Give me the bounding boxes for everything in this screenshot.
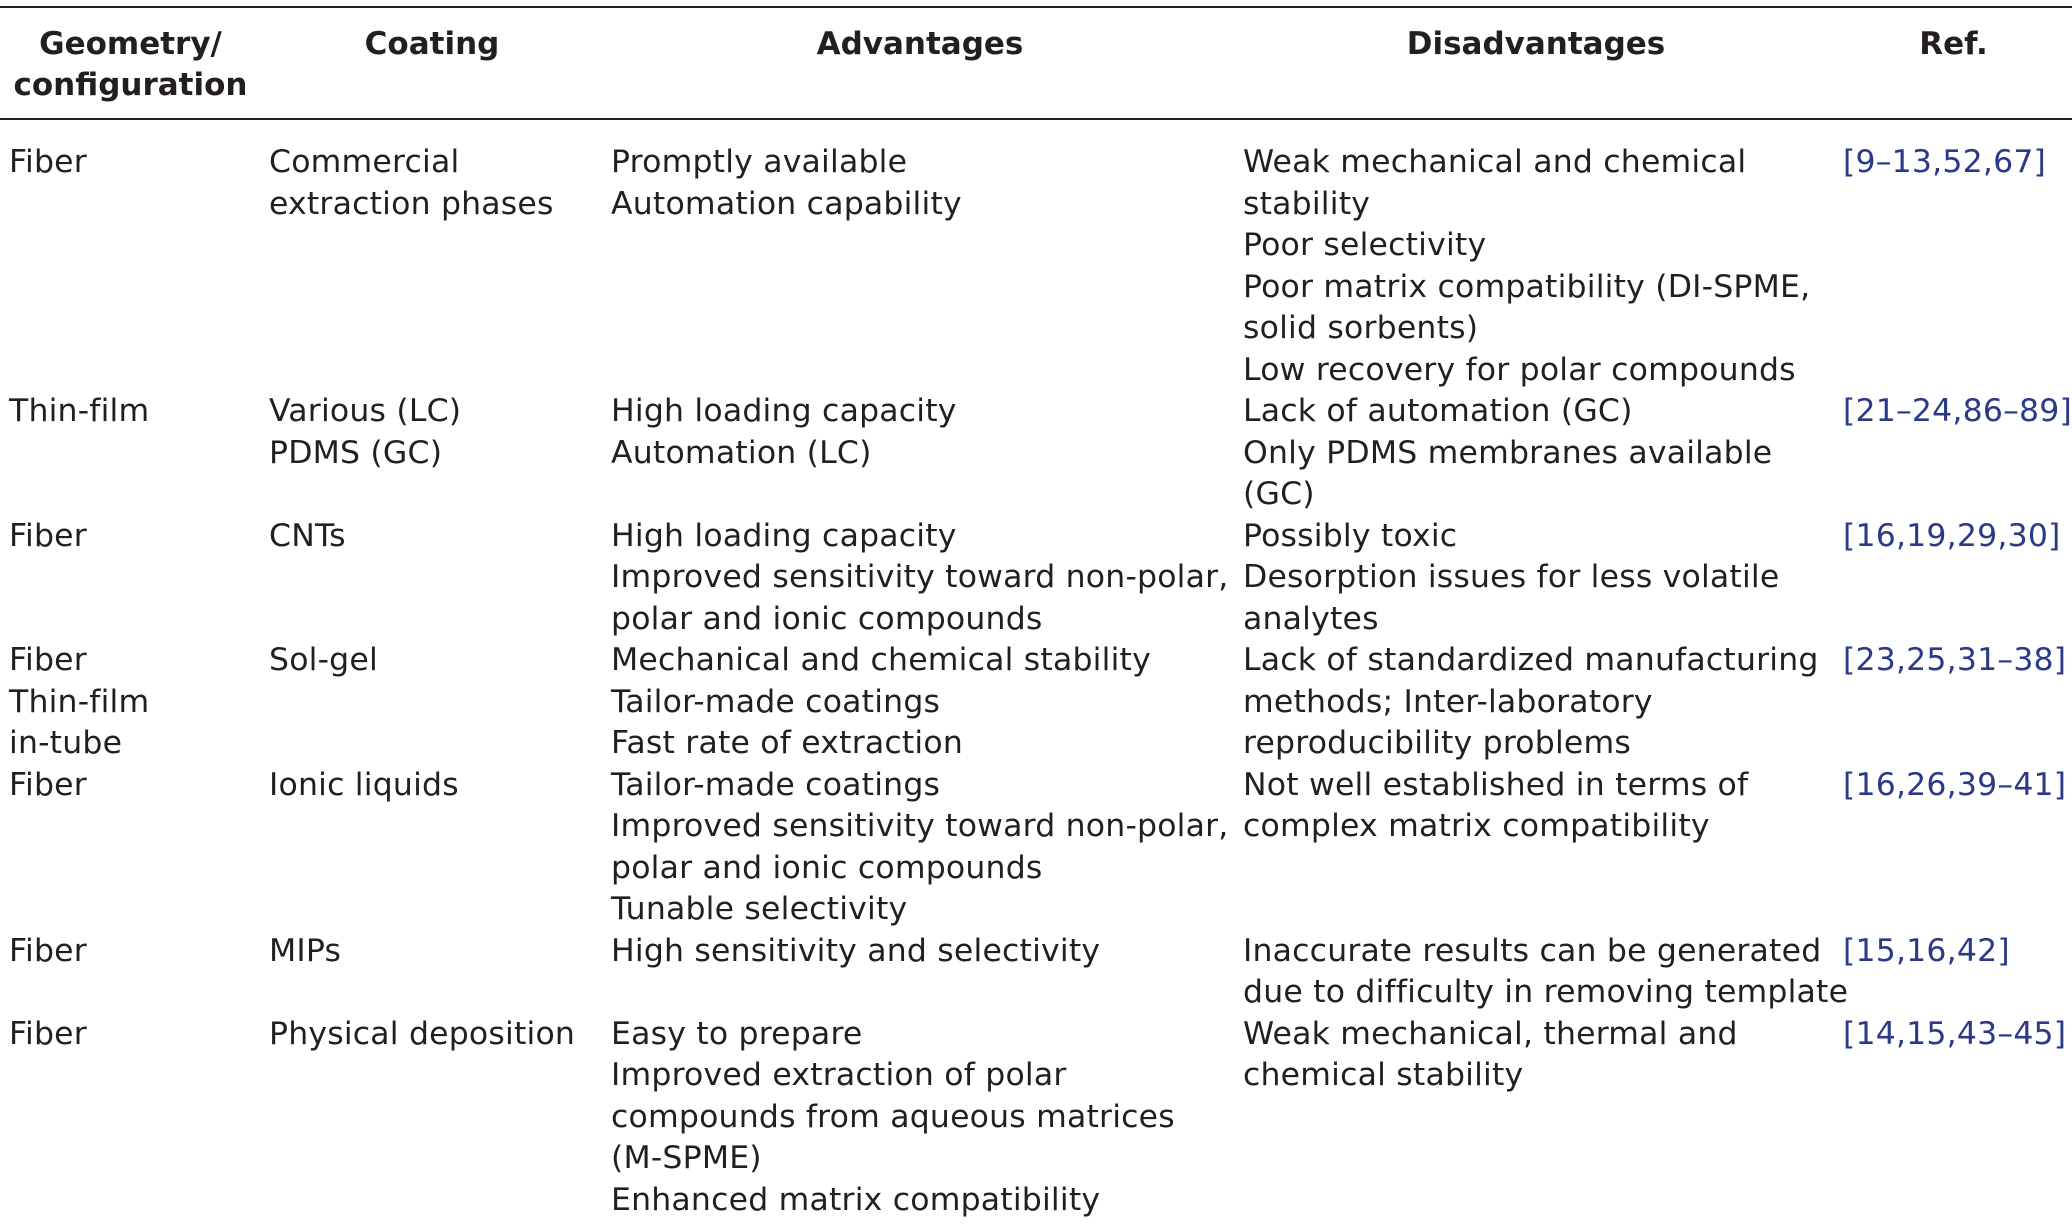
table-row xyxy=(0,391,2072,516)
cell-disadvantages-line: stability xyxy=(1243,185,1371,222)
header-coating: Coating xyxy=(364,26,500,62)
cell-disadvantages-line: methods; Inter-laboratory xyxy=(1243,683,1653,720)
cell-advantages-line: Promptly available xyxy=(611,144,908,180)
cell-coating xyxy=(261,391,603,516)
cell-advantages xyxy=(603,640,1237,765)
cell-ref-line: [15,16,42] xyxy=(1843,932,2010,969)
cell-disadvantages-line: Lack of automation (GC) xyxy=(1243,393,1633,429)
cell-disadvantages-line: analytes xyxy=(1243,600,1379,637)
cell-coating-line: Physical deposition xyxy=(269,1015,576,1052)
cell-disadvantages-line: Possibly toxic xyxy=(1243,517,1458,554)
cell-geometry-line: Fiber xyxy=(9,932,87,969)
cell-advantages-line: High sensitivity and selectivity xyxy=(611,932,1101,969)
cell-ref-line: [9–13,52,67] xyxy=(1843,144,2047,180)
cell-ref xyxy=(1835,640,2072,765)
cell-advantages-line: High loading capacity xyxy=(611,517,957,554)
cell-coating-line: Various (LC) xyxy=(269,393,462,429)
cell-ref-line: [21–24,86–89] xyxy=(1843,393,2072,429)
table-row xyxy=(0,640,2072,765)
cell-advantages xyxy=(603,391,1237,516)
cell-advantages xyxy=(603,765,1237,931)
cell-disadvantages-line: Lack of standardized manufacturing xyxy=(1243,642,1819,678)
cell-coating xyxy=(261,1014,603,1222)
cell-disadvantages xyxy=(1237,765,1835,931)
cell-geometry xyxy=(0,119,261,391)
cell-geometry-line: Thin-film xyxy=(9,683,150,720)
cell-geometry-line: Fiber xyxy=(9,1015,87,1052)
cell-geometry-line: Thin-film xyxy=(9,393,150,429)
cell-ref xyxy=(1835,931,2072,1014)
cell-disadvantages xyxy=(1237,516,1835,641)
cell-disadvantages-line: Desorption issues for less volatile xyxy=(1243,559,1780,595)
cell-disadvantages-line: reproducibility problems xyxy=(1243,725,1631,761)
cell-ref xyxy=(1835,516,2072,641)
cell-disadvantages-line: Inaccurate results can be generated xyxy=(1243,932,1822,969)
cell-ref xyxy=(1835,1014,2072,1222)
table-row xyxy=(0,931,2072,1014)
cell-coating-line: Ionic liquids xyxy=(269,766,459,803)
cell-disadvantages xyxy=(1237,931,1849,1014)
cell-advantages-line: Improved extraction of polar xyxy=(611,1057,1067,1093)
cell-advantages-line: polar and ionic compounds xyxy=(611,849,1043,886)
header-geometry xyxy=(0,7,261,119)
cell-ref xyxy=(1835,119,2072,391)
cell-advantages-line: Automation capability xyxy=(611,185,962,222)
cell-coating-line: MIPs xyxy=(269,932,342,969)
cell-disadvantages-line: Weak mechanical and chemical xyxy=(1243,144,1747,180)
table-row xyxy=(0,765,2072,931)
cell-coating xyxy=(261,931,603,1014)
table-header xyxy=(0,7,2072,119)
cell-coating-line: extraction phases xyxy=(269,185,554,222)
cell-ref xyxy=(1835,765,2072,931)
cell-advantages-line: High loading capacity xyxy=(611,393,957,429)
cell-coating xyxy=(261,765,603,931)
cell-disadvantages xyxy=(1237,119,1835,391)
cell-ref-line: [14,15,43–45] xyxy=(1843,1015,2067,1052)
cell-geometry xyxy=(0,640,261,765)
cell-coating-line: Sol-gel xyxy=(269,642,378,678)
cell-disadvantages-line: Poor matrix compatibility (DI-SPME, xyxy=(1243,268,1811,305)
cell-disadvantages-line: Not well established in terms of xyxy=(1243,766,1749,803)
cell-advantages-line: Tailor-made coatings xyxy=(611,766,941,803)
cell-disadvantages-line: (GC) xyxy=(1243,476,1315,512)
cell-coating xyxy=(261,640,603,765)
cell-geometry-line: in-tube xyxy=(9,725,123,761)
cell-advantages xyxy=(603,1014,1237,1222)
cell-disadvantages xyxy=(1237,1014,1835,1222)
cell-advantages-line: Tailor-made coatings xyxy=(611,683,941,720)
cell-disadvantages xyxy=(1237,640,1835,765)
cell-advantages-line: polar and ionic compounds xyxy=(611,600,1043,637)
cell-disadvantages-line: Poor selectivity xyxy=(1243,227,1487,263)
header-geometry-line: Geometry/ xyxy=(39,26,222,62)
header-row xyxy=(0,7,2072,119)
cell-coating xyxy=(261,516,603,641)
cell-disadvantages-line: Low recovery for polar compounds xyxy=(1243,351,1796,388)
cell-advantages xyxy=(603,119,1237,391)
coatings-comparison-table xyxy=(0,6,2072,1221)
cell-ref xyxy=(1835,391,2072,516)
table-row xyxy=(0,516,2072,641)
cell-advantages-line: Easy to prepare xyxy=(611,1015,863,1052)
cell-disadvantages-line: Weak mechanical, thermal and xyxy=(1243,1015,1738,1052)
cell-advantages xyxy=(603,516,1237,641)
header-geometry-line: configuration xyxy=(13,67,248,103)
cell-advantages-line: compounds from aqueous matrices xyxy=(611,1098,1175,1135)
cell-advantages-line: Improved sensitivity toward non-polar, xyxy=(611,808,1229,844)
cell-geometry-line: Fiber xyxy=(9,517,87,554)
cell-geometry xyxy=(0,391,261,516)
cell-geometry xyxy=(0,765,261,931)
cell-advantages-line: Fast rate of extraction xyxy=(611,725,964,761)
table-row xyxy=(0,1014,2072,1222)
cell-coating-line: PDMS (GC) xyxy=(269,434,443,471)
cell-coating-line: Commercial xyxy=(269,144,460,180)
header-advantages: Advantages xyxy=(816,26,1024,62)
cell-ref-line: [23,25,31–38] xyxy=(1843,642,2067,678)
cell-geometry-line: Fiber xyxy=(9,144,87,180)
cell-disadvantages-line: due to difficulty in removing template xyxy=(1243,974,1849,1010)
cell-geometry xyxy=(0,1014,261,1222)
cell-advantages-line: Automation (LC) xyxy=(611,434,872,471)
cell-coating-line: CNTs xyxy=(269,517,346,554)
cell-advantages-line: Enhanced matrix compatibility xyxy=(611,1181,1101,1218)
cell-advantages-line: Mechanical and chemical stability xyxy=(611,642,1151,678)
cell-disadvantages xyxy=(1237,391,1835,516)
cell-advantages-line: Tunable selectivity xyxy=(611,891,908,927)
header-disadvantages: Disadvantages xyxy=(1406,26,1666,62)
cell-geometry xyxy=(0,931,261,1014)
cell-disadvantages-line: chemical stability xyxy=(1243,1057,1524,1093)
cell-geometry-line: Fiber xyxy=(9,766,87,803)
cell-advantages-line: Improved sensitivity toward non-polar, xyxy=(611,559,1229,595)
cell-coating xyxy=(261,119,603,391)
cell-disadvantages-line: complex matrix compatibility xyxy=(1243,808,1710,844)
cell-ref-line: [16,26,39–41] xyxy=(1843,766,2067,803)
cell-geometry xyxy=(0,516,261,641)
cell-disadvantages-line: solid sorbents) xyxy=(1243,310,1479,346)
table-body xyxy=(0,119,2072,1221)
cell-advantages xyxy=(603,931,1237,1014)
cell-advantages-line: (M-SPME) xyxy=(611,1140,762,1176)
table-row xyxy=(0,119,2072,391)
cell-geometry-line: Fiber xyxy=(9,642,87,678)
cell-ref-line: [16,19,29,30] xyxy=(1843,517,2061,554)
cell-disadvantages-line: Only PDMS membranes available xyxy=(1243,434,1773,471)
header-ref: Ref. xyxy=(1919,26,1988,62)
